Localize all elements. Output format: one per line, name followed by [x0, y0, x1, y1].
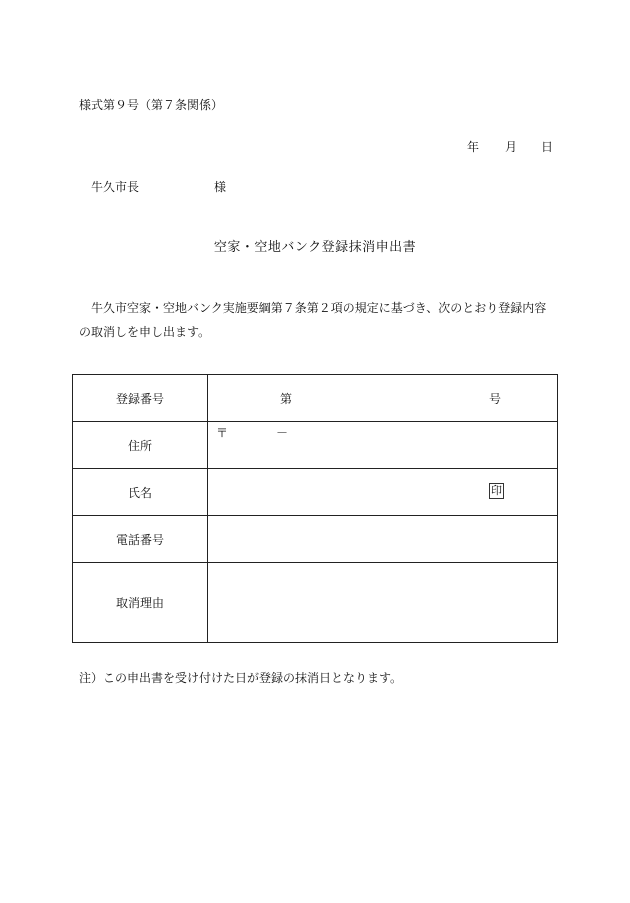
- footnote: 注）この申出書を受け付けた日が登録の抹消日となります。: [79, 671, 403, 685]
- table-row-name: [73, 469, 558, 516]
- application-form-table: [72, 374, 558, 643]
- reason-label: 取消理由: [73, 563, 208, 643]
- registration-number-prefix: 第: [280, 392, 293, 406]
- body-text: 牛久市空家・空地バンク実施要綱第７条第２項の規定に基づき、次のとおり登録内容の取消しを申し出ます。: [79, 301, 547, 339]
- date-month-label: 月: [505, 140, 518, 154]
- table-row-reason: [73, 563, 558, 643]
- seal-mark: 印: [491, 484, 502, 497]
- table-row-address: [73, 422, 558, 469]
- address-field[interactable]: [208, 422, 558, 469]
- document-title: 空家・空地バンク登録抹消申出書: [213, 240, 417, 255]
- addressee-name: 牛久市長: [91, 180, 140, 194]
- phone-field[interactable]: [208, 516, 558, 563]
- registration-number-suffix: 号: [489, 392, 502, 406]
- name-field[interactable]: [208, 469, 558, 516]
- table-row-phone: [73, 516, 558, 563]
- registration-number-label: 登録番号: [73, 375, 208, 422]
- reason-field[interactable]: [208, 563, 558, 643]
- phone-label: 電話番号: [73, 516, 208, 563]
- date-year-label: 年: [467, 140, 480, 154]
- address-label: 住所: [73, 422, 208, 469]
- registration-number-field[interactable]: [208, 375, 558, 422]
- form-reference: 様式第９号（第７条関係）: [79, 98, 224, 112]
- postal-mark: 〒: [216, 426, 229, 440]
- addressee-honorific: 様: [214, 180, 227, 194]
- name-label: 氏名: [73, 469, 208, 516]
- date-day-label: 日: [541, 140, 554, 154]
- postal-dash: －: [276, 426, 289, 440]
- table-row-registration-number: [73, 375, 558, 422]
